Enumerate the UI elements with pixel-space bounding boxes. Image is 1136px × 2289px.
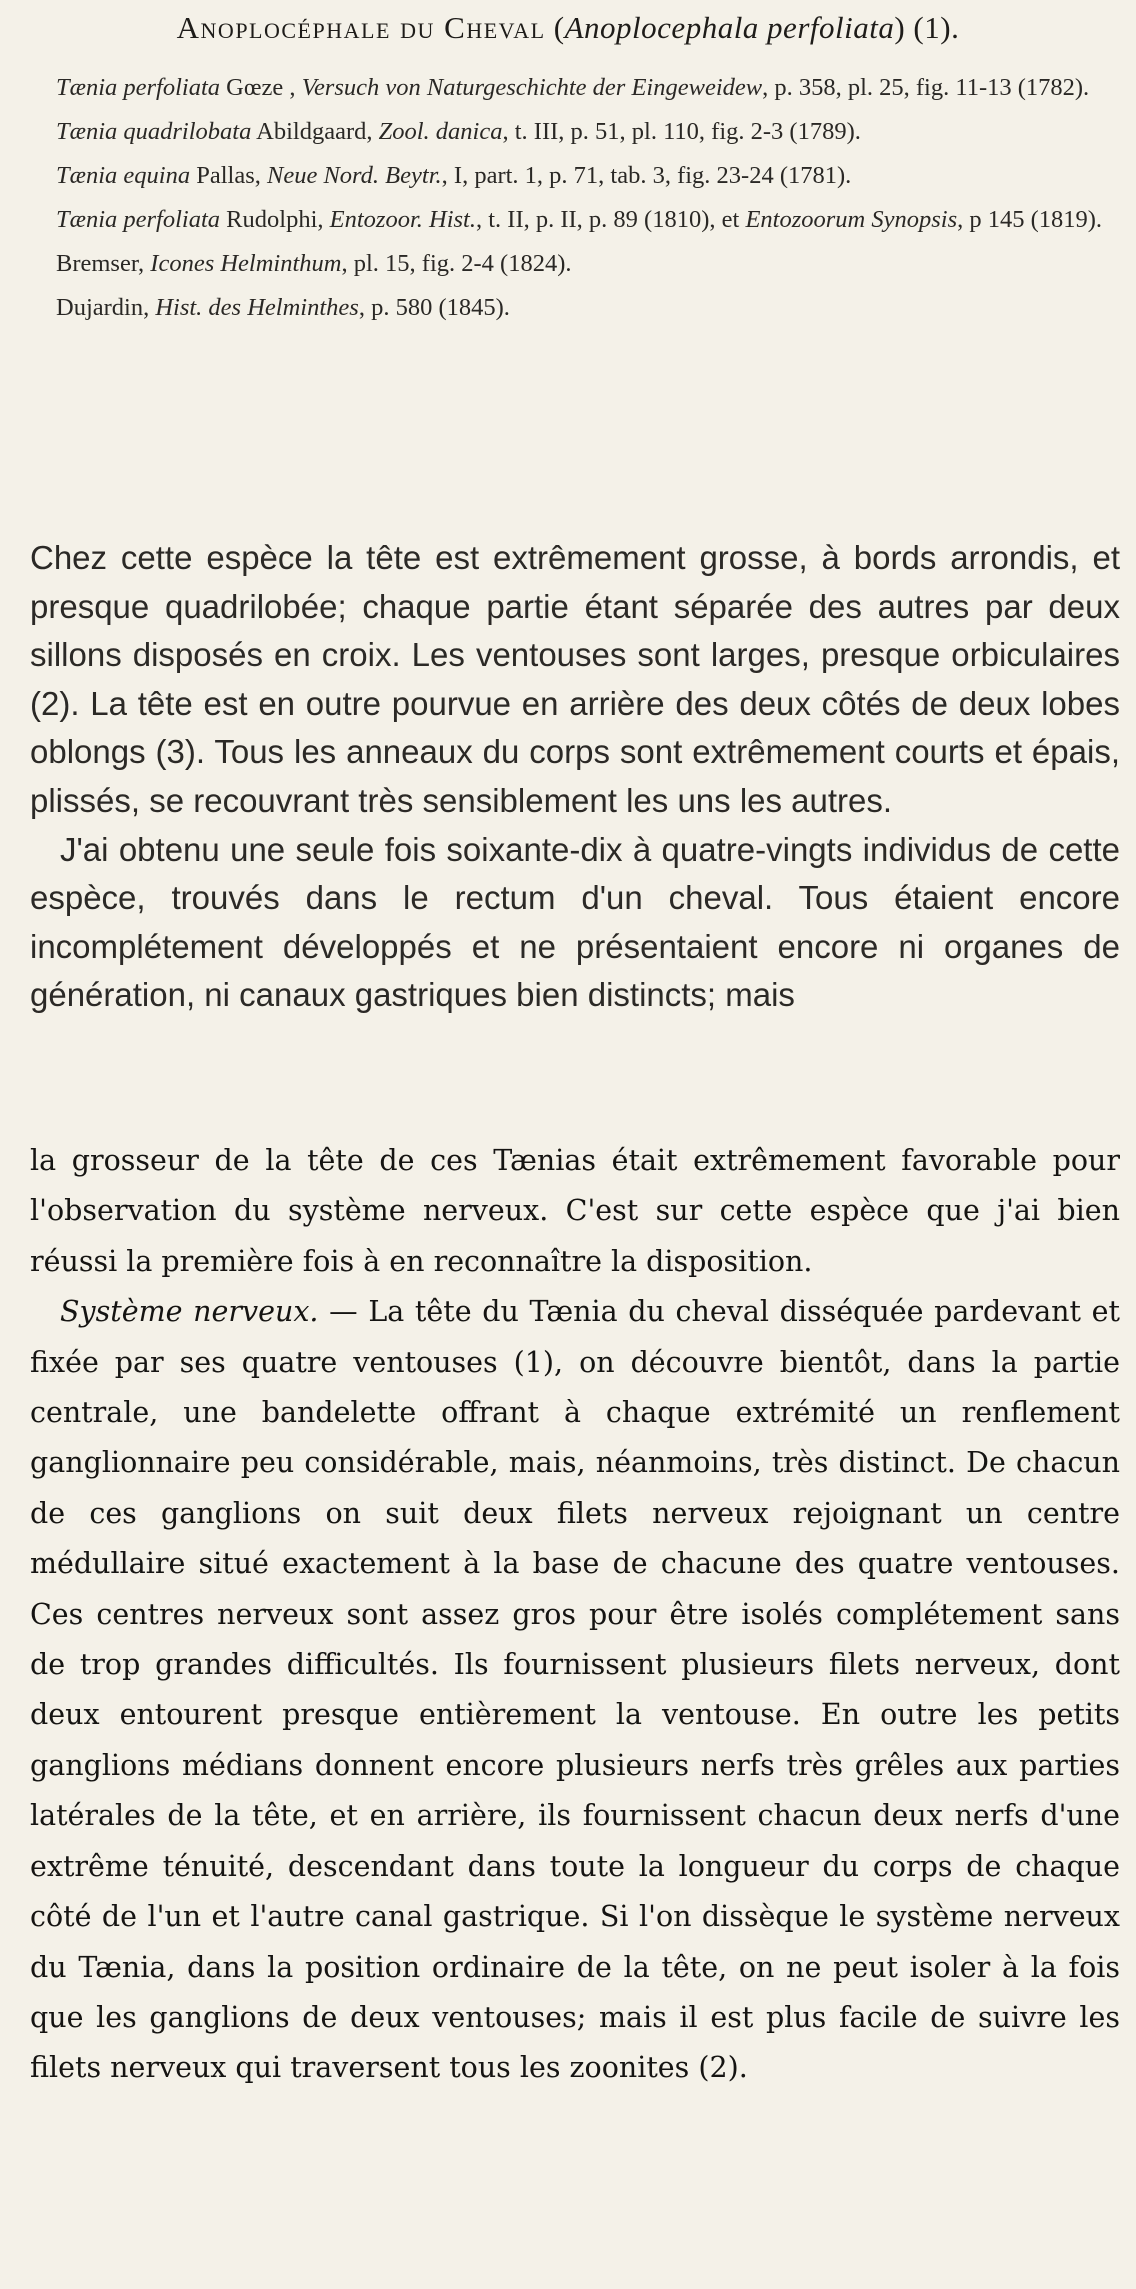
bibliography-entry — [56, 242, 1116, 286]
bib-details: , pl. 15, fig. 2-4 (1824). — [341, 250, 572, 277]
bib-work: Zool. danica — [378, 118, 503, 145]
bib-work: Entozoorum Synopsis — [745, 206, 958, 233]
bib-details: , p 145 (1819). — [957, 206, 1103, 233]
bib-taxon: Tænia perfoliata — [56, 206, 221, 233]
bib-work: Hist. des Helminthes — [155, 294, 359, 321]
bib-author: Gœze , — [220, 74, 302, 101]
bib-work: Neue Nord. Beytr. — [267, 162, 442, 189]
bib-author: Dujardin, — [56, 294, 156, 321]
bib-details: , I, part. 1, p. 71, tab. 3, fig. 23-24 (1781). — [441, 162, 852, 189]
paragraph-observation-continued: la grosseur de la tête de ces Tænias était extrêmement favorable pour l'observation du système nerveux. C'est sur cette espèce que j'ai bien réussi la première fois à en reconnaître la disposition. — [30, 1144, 1120, 1278]
bib-taxon: Tænia quadrilobata — [56, 118, 252, 145]
bib-author: Pallas, — [190, 162, 267, 189]
bib-work: Icones Helminthum — [150, 250, 342, 277]
bib-details: , t. II, p. II, p. 89 (1810), et — [475, 206, 746, 233]
bib-author: Abildgaard, — [251, 118, 379, 145]
bib-work: Entozoor. Hist. — [329, 206, 476, 233]
section-heading: Système nerveux. — [60, 1295, 319, 1329]
body-text-upper — [30, 534, 1120, 1020]
title-latin-name: Anoplocephala perfoliata — [564, 10, 895, 45]
paragraph-text: — La tête du Tænia du cheval disséquée pardevant et fixée par ses quatre ventouses (1), on découvre bientôt, dans la partie centrale, une bandelette offrant à chaque extrémité un renflement ganglionnaire peu considérable, mais, néanmoins, très distinct. De chacun de ces ganglions on suit deux filets nerveux rejoignant un centre médullaire situé exactement à la base de chacune des quatre ventouses. Ces centres nerveux sont assez gros pour être isolés complétement sans de trop grandes difficultés. Ils fournissent plusieurs filets nerveux, dont deux entourent presque entièrement la ventouse. En outre les petits ganglions médians donnent encore plusieurs nerfs très grêles aux parties latérales de la tête, et en arrière, ils fournissent chacun deux nerfs d'une extrême ténuité, descendant dans toute la longueur du corps de chaque côté de l'un et l'autre canal gastrique. Si l'on dissèque le système nerveux du Tænia, dans la position ordinaire de la tête, on ne peut isoler à la fois que les ganglions de deux ventouses; mais il est plus facile de suivre les filets nerveux qui traversent tous les zoonites (2). — [30, 1295, 1120, 2085]
bibliography-entry — [56, 286, 1116, 330]
title-french-name: Anoplocéphale du Cheval — [176, 10, 546, 45]
paragraph-observation: J'ai obtenu une seule fois soixante-dix à quatre-vingts individus de cette espèce, trouvés dans le rectum d'un cheval. Tous étaient encore incomplétement développés et ne présentaient encore ni organes de génération, ni canaux gastriques bien distincts; mais — [30, 830, 1120, 1014]
bib-details: , t. III, p. 51, pl. 110, fig. 2-3 (1789). — [502, 118, 861, 145]
bibliography-entry — [56, 198, 1116, 242]
body-text-lower — [30, 1136, 1120, 2094]
bib-work: Versuch von Naturgeschichte der Eingeweidew — [301, 74, 763, 101]
bibliography-entry — [56, 66, 1116, 110]
bibliography-entry — [56, 154, 1116, 198]
section-title — [0, 10, 1136, 46]
bib-details: , p. 358, pl. 25, fig. 11-13 (1782). — [762, 74, 1090, 101]
bib-author: Rudolphi, — [220, 206, 330, 233]
bib-taxon: Tænia equina — [56, 162, 191, 189]
bibliography-entry — [56, 110, 1116, 154]
bib-author: Bremser, — [56, 250, 151, 277]
paragraph-nervous-system — [30, 1287, 1120, 2094]
title-open-paren: ( — [545, 10, 565, 45]
paragraph-description: Chez cette espèce la tête est extrêmement grosse, à bords arrondis, et presque quadrilobée; chaque partie étant séparée des autres par deux sillons disposés en croix. Les ventouses sont larges, presque orbiculaires (2). La tête est en outre pourvue en arrière des deux côtés de deux lobes oblongs (3). Tous les anneaux du corps sont extrêmement courts et épais, plissés, se recouvrant très sensiblement les uns les autres. — [30, 539, 1120, 819]
bib-details: , p. 580 (1845). — [358, 294, 510, 321]
bibliography — [56, 66, 1116, 330]
title-close-paren: ) (1). — [894, 10, 960, 45]
bib-taxon: Tænia perfoliata — [56, 74, 221, 101]
